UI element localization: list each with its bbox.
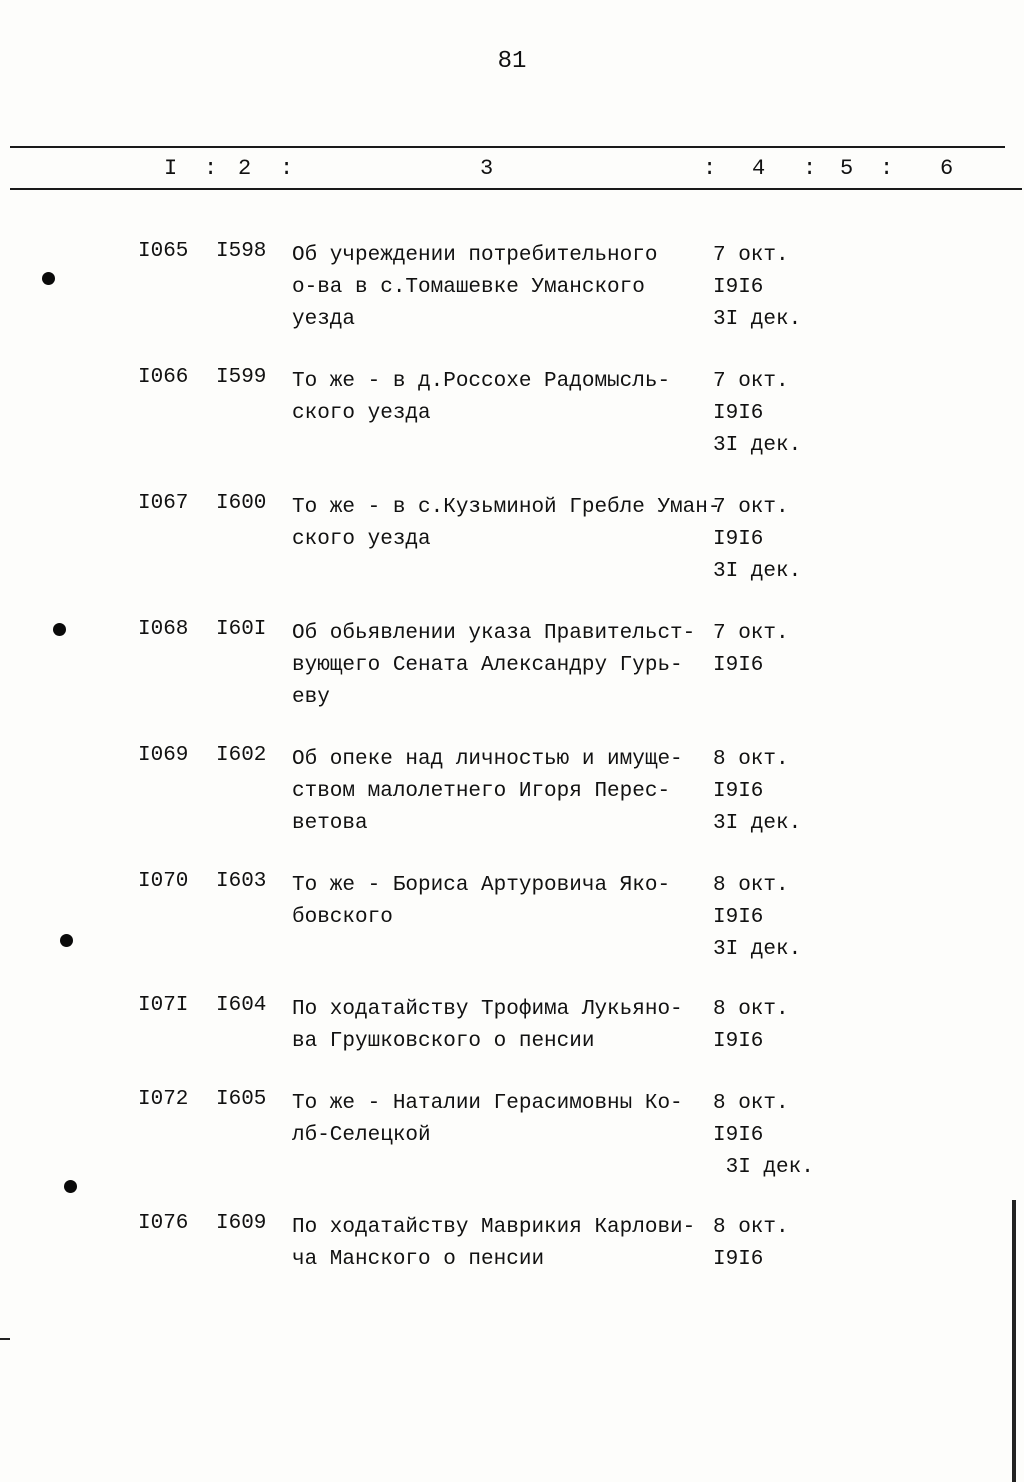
date-line: 8 окт. <box>713 1216 789 1239</box>
description-line: ского уезда <box>292 402 431 425</box>
description-line: ством малолетнего Игоря Перес- <box>292 780 671 803</box>
entry-number: I067 <box>138 492 189 515</box>
date-line: 3I дек. <box>713 560 802 583</box>
entry-description <box>292 994 704 1058</box>
column-separator: : <box>204 156 218 181</box>
entry-description <box>292 366 704 430</box>
description-line: уезда <box>292 308 356 331</box>
column-header-2: 2 <box>238 156 252 181</box>
entry-file-number: I600 <box>216 492 267 515</box>
punch-hole <box>42 272 55 285</box>
margin-mark <box>0 1338 10 1340</box>
entry-dates <box>713 618 823 682</box>
entry-description <box>292 618 704 714</box>
date-line: 7 окт. <box>713 244 789 267</box>
date-line: I9I6 <box>713 1030 764 1053</box>
date-line: 7 окт. <box>713 496 789 519</box>
description-line: еву <box>292 686 330 709</box>
punch-hole <box>60 934 73 947</box>
date-line: I9I6 <box>713 1124 764 1147</box>
entry-dates <box>713 240 823 336</box>
column-separator: : <box>703 156 717 181</box>
date-line: 8 окт. <box>713 748 789 771</box>
date-line: 8 окт. <box>713 998 789 1021</box>
date-line: I9I6 <box>713 780 764 803</box>
scan-edge-shadow <box>1012 1200 1016 1482</box>
entry-file-number: I605 <box>216 1088 267 1111</box>
entry-number: I072 <box>138 1088 189 1111</box>
date-line: 3I дек. <box>713 434 802 457</box>
entry-file-number: I602 <box>216 744 267 767</box>
date-line: 7 окт. <box>713 370 789 393</box>
entry-file-number: I609 <box>216 1212 267 1235</box>
description-line: То же - в с.Кузьминой Гребле Уман- <box>292 496 721 519</box>
entry-description <box>292 1212 704 1276</box>
description-line: Об обьявлении указа Правительст- <box>292 622 696 645</box>
entry-file-number: I60I <box>216 618 267 641</box>
description-line: лб-Селецкой <box>292 1124 431 1147</box>
date-line: I9I6 <box>713 402 764 425</box>
entry-dates <box>713 870 823 966</box>
description-line: ва Грушковского о пенсии <box>292 1030 595 1053</box>
description-line: ского уезда <box>292 528 431 551</box>
entry-dates <box>713 1212 823 1276</box>
table-top-rule <box>10 146 1005 148</box>
description-line: о-ва в с.Томашевке Уманского <box>292 276 645 299</box>
description-line: Об учреждении потребительного <box>292 244 658 267</box>
column-separator: : <box>803 156 817 181</box>
entry-number: I07I <box>138 994 189 1017</box>
date-line: 3I дек. <box>713 938 802 961</box>
description-line: вующего Сената Александру Гурь- <box>292 654 683 677</box>
entry-description <box>292 492 721 556</box>
entry-dates <box>713 1088 823 1184</box>
description-line: бовского <box>292 906 393 929</box>
entry-dates <box>713 744 823 840</box>
table-header-rule <box>10 188 1022 190</box>
date-line: 3I дек. <box>713 812 802 835</box>
column-header-4: 4 <box>752 156 766 181</box>
punch-hole <box>53 623 66 636</box>
date-line: I9I6 <box>713 1248 764 1271</box>
entry-description <box>292 240 704 336</box>
entry-number: I066 <box>138 366 189 389</box>
description-line: По ходатайству Маврикия Карлови- <box>292 1216 696 1239</box>
entry-number: I065 <box>138 240 189 263</box>
description-line: ветова <box>292 812 368 835</box>
description-line: То же - Наталии Герасимовны Ко- <box>292 1092 683 1115</box>
column-header-3: 3 <box>480 156 494 181</box>
entry-number: I069 <box>138 744 189 767</box>
column-header-1: I <box>164 156 178 181</box>
column-header-6: 6 <box>940 156 954 181</box>
column-header-5: 5 <box>840 156 854 181</box>
entry-file-number: I599 <box>216 366 267 389</box>
punch-hole <box>64 1180 77 1193</box>
entry-description <box>292 870 704 934</box>
date-line: 8 окт. <box>713 1092 789 1115</box>
entry-dates <box>713 366 823 462</box>
entry-dates <box>713 994 823 1058</box>
entry-dates <box>713 492 823 588</box>
description-line: По ходатайству Трофима Лукьяно- <box>292 998 683 1021</box>
description-line: ча Манского о пенсии <box>292 1248 545 1271</box>
entry-file-number: I604 <box>216 994 267 1017</box>
description-line: То же - в д.Россохе Радомысль- <box>292 370 671 393</box>
date-line: 7 окт. <box>713 622 789 645</box>
entry-number: I070 <box>138 870 189 893</box>
date-line: 3I дек. <box>713 1156 814 1179</box>
date-line: 3I дек. <box>713 308 802 331</box>
entry-file-number: I603 <box>216 870 267 893</box>
date-line: I9I6 <box>713 906 764 929</box>
column-header-row <box>0 156 1024 186</box>
entry-description <box>292 744 704 840</box>
description-line: То же - Бориса Артуровича Яко- <box>292 874 671 897</box>
entry-number: I068 <box>138 618 189 641</box>
date-line: I9I6 <box>713 654 764 677</box>
date-line: I9I6 <box>713 276 764 299</box>
page-number: 81 <box>497 48 527 75</box>
entry-number: I076 <box>138 1212 189 1235</box>
column-separator: : <box>280 156 294 181</box>
description-line: Об опеке над личностью и имуще- <box>292 748 683 771</box>
date-line: I9I6 <box>713 528 764 551</box>
entry-file-number: I598 <box>216 240 267 263</box>
column-separator: : <box>880 156 894 181</box>
date-line: 8 окт. <box>713 874 789 897</box>
entry-description <box>292 1088 704 1152</box>
